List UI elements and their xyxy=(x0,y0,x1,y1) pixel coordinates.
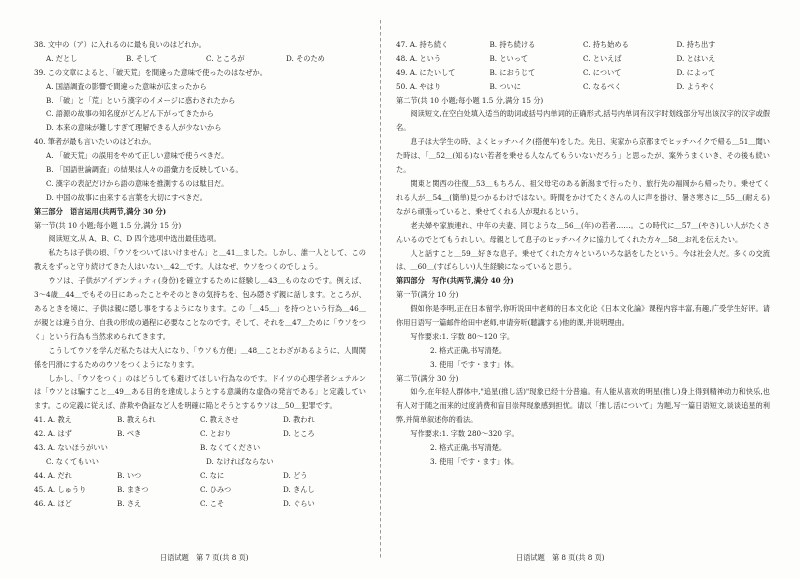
q42-option-c: C. とおり xyxy=(200,429,232,439)
q40-stem: 40. 筆者が最も言いたいのはどれか。 xyxy=(34,137,156,147)
passage-paragraph: こうしてウソを学んだ私たちは大人になり、「ウソも方便」＿48＿ことわざがあるように、人間関係を円滑にするためのウソをつくようになります。 xyxy=(34,345,366,369)
q38-option-d: D. そのため xyxy=(286,53,325,63)
q50-option-b: B. ついに xyxy=(489,81,521,91)
q50-option-d: D. ようやく xyxy=(676,81,716,91)
q42-options xyxy=(34,427,366,441)
q40-option-d: D. 中国の故事に由来する言葉を大切にすべきだ。 xyxy=(46,192,207,202)
q45-option-b: B. まきつ xyxy=(117,484,149,494)
q45-options xyxy=(34,483,366,497)
q48-option-c: C. といえば xyxy=(583,53,622,63)
section4-part2-title: 第二节(满分 30 分) xyxy=(396,373,459,383)
q43-option-b: B. なくてください xyxy=(200,443,261,453)
q49-options xyxy=(396,66,770,80)
q45-option-c: C. ひみつ xyxy=(200,484,232,494)
section4-part2-req1: 写作要求:1. 字数 280～320 字。 xyxy=(410,429,519,439)
q43-option-c: C. なくてもいい xyxy=(46,456,99,466)
left-page xyxy=(34,38,366,510)
q40-option-c: C. 漢字の表記だけから語の意味を推測するのは駄目だ。 xyxy=(46,178,229,188)
q38-options xyxy=(34,52,366,66)
section4-part1-req3: 3. 使用「です・ます」体。 xyxy=(430,359,519,369)
q39-stem: 39. この文章によると、「破天荒」を間違った意味で使ったのはなぜか。 xyxy=(34,67,267,77)
q50-options xyxy=(396,80,770,94)
q46-option-d: D. ぐらい xyxy=(283,498,315,508)
q41-option-a: 41. A. 教え xyxy=(34,415,72,425)
q47-option-b: B. 持ち続ける xyxy=(489,40,536,49)
q47-options xyxy=(396,38,770,52)
passage-paragraph: 関東と関西の往復＿53＿もちろん、祖父母宅のある新潟まで行ったり、旅行先の福岡から帰ったり。乗せてくれる人が＿54＿(簡単)見つかるわけではない。時間をかけてたくさんの人に声を掛け、暑さ寒さに＿55＿(耐える)ながら頑張っていると、乗せてくれる人が現れるという。 xyxy=(396,178,770,216)
right-page-footer: 日语试题 第 8 页(共 8 页) xyxy=(516,553,605,562)
q42-option-a: 42. A. はず xyxy=(34,429,72,439)
q48-option-a: 48. A. という xyxy=(396,53,442,63)
passage-paragraph: 人と話すこと＿59＿好きな息子。乗せてくれた方々といろいろな話をしたという。今は社会人だ。多くの交流は、＿60＿(すばらしい)人生経験になっていると思う。 xyxy=(396,248,770,272)
q42-option-d: D. ところ xyxy=(283,429,315,439)
q39-option-c: C. 語源の故事の知名度がどんどん下がってきたから xyxy=(46,109,214,119)
section4-part1-req2: 2. 格式正确,书写清楚。 xyxy=(430,345,507,355)
section4-part2-req2: 2. 格式正确,书写清楚。 xyxy=(430,443,507,453)
q47-option-a: 47. A. 持ち続く xyxy=(396,40,449,49)
page-divider xyxy=(380,20,381,560)
q43-option-d: D. なければならない xyxy=(206,456,274,466)
left-page-footer: 日语试题 第 7 页(共 8 页) xyxy=(160,553,249,562)
section3-part1: 第一节(共 10 小题;每小题 1.5 分,满分 15 分) xyxy=(34,220,182,230)
section4-part2-text: 如今,在年轻人群体中,"追星(推し活)"现象已经十分普遍。有人能从喜欢的明星(推し)身上得到精神动力和快乐,也有人对于随之而来的过度消费和盲目崇拜现象感到担忧。请以「推し活について」为题,写一篇日语短文,谈谈追星的利弊,并简单叙述你的看法。 xyxy=(396,387,770,425)
q41-option-c: C. 教えさせ xyxy=(200,415,239,425)
q46-options xyxy=(34,497,366,511)
q45-option-d: D. きんし xyxy=(283,484,315,494)
q47-option-c: C. 持ち始める xyxy=(583,40,629,49)
section3-title: 第三部分 语言运用(共两节,满分 30 分) xyxy=(34,206,167,216)
q48-option-d: D. とはいえ xyxy=(676,53,716,63)
passage-paragraph: 老夫婦や家族連れ、中年の夫妻、同じような＿56＿(年)の若者……。この時代に＿57＿(やさ)しい人がたくさんいるのでとてもうれしい。母親として息子のヒッチハイクに協力してくれた方々＿58＿お礼を伝えたい。 xyxy=(396,220,770,244)
q44-option-c: C. なに xyxy=(200,470,225,480)
q42-option-b: B. べき xyxy=(117,429,142,439)
q41-option-d: D. 教われ xyxy=(283,415,315,425)
q39-option-a: A. 国語調査の影響で間違った意味が広まったから xyxy=(46,81,207,91)
q38-option-a: A. だとし xyxy=(46,53,78,63)
section3-part2: 第二节(共 10 小题;每小题 1.5 分,满分 15 分) xyxy=(396,95,544,105)
section4-part2-req3: 3. 使用「です・ます」体。 xyxy=(430,456,519,466)
q46-option-c: C. こそ xyxy=(200,498,225,508)
q43-options-row2 xyxy=(34,455,366,469)
q39-option-d: D. 本来の意味が難しすぎて理解できる人が少ないから xyxy=(46,123,222,133)
q38-option-b: B. そして xyxy=(126,53,158,63)
q47-option-d: D. 持ち出す xyxy=(676,40,716,49)
q46-option-b: B. さえ xyxy=(117,498,142,508)
passage-paragraph: 息子は大学生の時、よくヒッチハイク(搭便车)をした。先日、実家から京都までヒッチハイクで帰る＿51＿聞いた時は、「＿52＿(知る)ない若者を乗せる人なんてもういないだろう」と思ったが、案外うまくいき、その後も続いた。 xyxy=(396,137,770,175)
q45-option-a: 45. A. しゅうり xyxy=(34,484,87,494)
q44-option-d: D. どう xyxy=(283,470,308,480)
q38-option-c: C. ところが xyxy=(206,53,245,63)
section4-part1-title: 第一节(满分 10 分) xyxy=(396,290,459,300)
q50-option-a: 50. A. やはり xyxy=(396,81,442,91)
q44-option-a: 44. A. だれ xyxy=(34,470,72,480)
q48-options xyxy=(396,52,770,66)
q49-option-c: C. について xyxy=(583,67,622,77)
q40-option-a: A. 「破天荒」の誤用をやめて正しい意味で使うべきだ。 xyxy=(46,151,229,161)
section4-part1-req1: 写作要求:1. 字数 80～120 字。 xyxy=(410,331,515,341)
q40-option-b: B. 「国語世論調査」の結果は人々の語彙力を反映している。 xyxy=(46,165,243,175)
q49-option-a: 49. A. にたいして xyxy=(396,67,456,77)
q49-option-b: B. におうじて xyxy=(489,67,536,77)
instructions: 阅读短文,从 A、B、C、D 四个选项中选出最佳选项。 xyxy=(48,234,221,244)
q44-options xyxy=(34,469,366,483)
instructions: 阅读短文,在空白处填入适当的助词或括号内单词的正确形式,括号内单词有汉字时划线部分写出该汉字的汉字或假名。 xyxy=(396,109,770,133)
q50-option-c: C. なるべく xyxy=(583,81,622,91)
right-page xyxy=(396,38,770,469)
q49-option-d: D. によって xyxy=(676,67,716,77)
section4-title: 第四部分 写作(共两节,满分 40 分) xyxy=(396,276,514,286)
q43-option-a: 43. A. ないほうがいい xyxy=(34,443,108,453)
q46-option-a: 46. A. ほど xyxy=(34,498,72,508)
passage-paragraph: 私たちは子供の頃、「ウソをついてはいけません」と＿41＿ました。しかし、誰一人として、この教えをずっと守り続けてきた人はいない＿42＿です。人はなぜ、ウソをつくのでしょう。 xyxy=(34,248,366,272)
passage-paragraph: しかし、「ウソをつく」のはどうしても避けてほしい行為なのです。ドイツの心理学者シュテルンは「ウソとは騙すこと＿49＿ある目的を達成しようとする意識的な虚偽の発言である」と定義しています。この定義に従えば、詐欺や偽証など人を明確に陥とそうとするウソは＿50＿犯罪です。 xyxy=(34,373,366,411)
q41-option-b: B. 教えられ xyxy=(117,415,156,425)
q39-option-b: B. 「破」と「荒」という漢字のイメージに惑わされたから xyxy=(46,95,236,105)
q38-stem: 38. 文中の（ア）に入れるのに最も良いのはどれか。 xyxy=(34,40,206,49)
passage-paragraph: ウソは、子供がアイデンティティ(身份)を確立するために経験し＿43＿ものなのです。例えば、3〜4歳＿44＿でもその日にあったことやそのときの気持ちを、包み隠さず親に話します。ところが、あるときを境に、子供は親に隠し事をするようになります。この「＿45＿」を持つという行為＿46＿が親とは違う自分、自我の形成の過程に必要なことなのです。そして、それを＿47＿ために「ウソをつく」という行為も当然求められてきます。 xyxy=(34,276,366,341)
q43-options-row1 xyxy=(34,441,366,455)
q48-option-b: B. といって xyxy=(489,53,529,63)
q41-options xyxy=(34,413,366,427)
section4-part1-text: 假如你是李明,正在日本留学,你听说田中老师的日本文化论《日本文化論》课程内容丰富,有趣,广受学生好评。请你用日语写一篇邮件给田中老师,申请旁听(聴講する)他的课,并说明理由。 xyxy=(396,304,770,328)
q44-option-b: B. いつ xyxy=(117,470,142,480)
